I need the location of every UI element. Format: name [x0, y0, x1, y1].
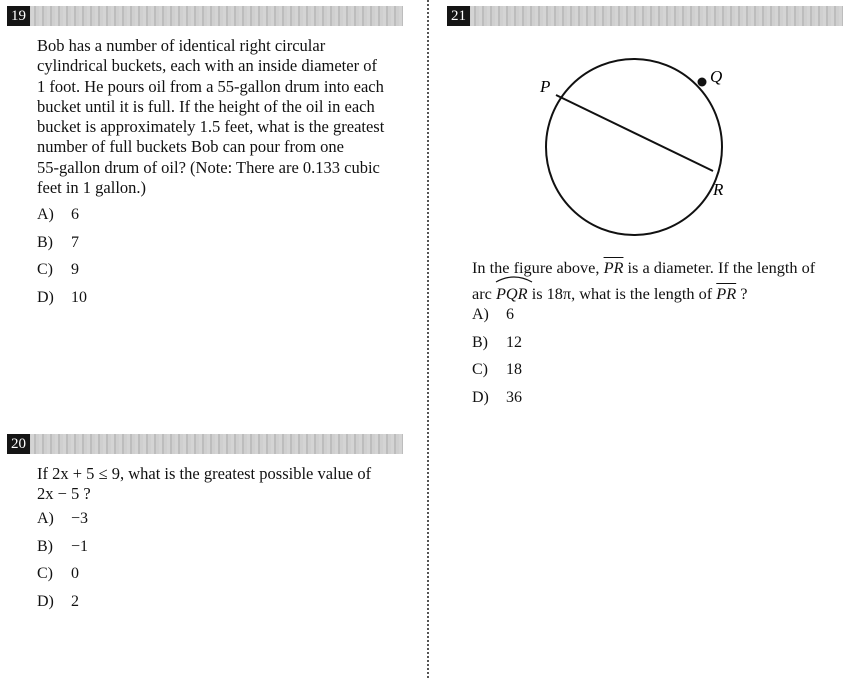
- choice-d[interactable]: [37, 289, 87, 317]
- choice-d[interactable]: [472, 389, 522, 417]
- q20-header-bar: [7, 434, 403, 454]
- segment-pr: $\overline{PR}$: [603, 258, 624, 277]
- choice-value: 6: [71, 206, 79, 223]
- q20-choices: [37, 510, 88, 620]
- circle: [546, 59, 722, 235]
- choice-letter: A): [37, 510, 54, 527]
- choice-value: 12: [506, 333, 522, 351]
- choice-letter: B): [37, 537, 53, 555]
- label-q: Q: [710, 67, 723, 86]
- choice-value: 6: [506, 306, 514, 323]
- point-q: [698, 78, 707, 87]
- choice-value: −3: [71, 510, 89, 527]
- choice-letter: B): [37, 233, 53, 251]
- choice-letter: A): [472, 306, 489, 323]
- arc-pqr: [496, 281, 528, 307]
- choice-value: 18: [506, 361, 522, 378]
- stem-text: In the figure above,: [472, 258, 600, 277]
- choice-letter: D): [37, 592, 54, 610]
- arc-mark-icon: [495, 275, 533, 283]
- q19-line: 1 foot. He pours oil from a 55-gallon drum into each: [37, 76, 384, 96]
- diameter-pr: [556, 95, 713, 171]
- choice-a[interactable]: [37, 206, 87, 234]
- choice-a[interactable]: [472, 306, 522, 334]
- choice-value: −1: [71, 537, 89, 555]
- q21-number: 21: [447, 6, 470, 26]
- choice-value: 0: [71, 565, 79, 582]
- q19-line: bucket until it is full. If the height of the oil in each: [37, 96, 375, 116]
- choice-a[interactable]: [37, 510, 88, 538]
- choice-letter: B): [472, 333, 488, 351]
- q19-line: feet in 1 gallon.): [37, 178, 147, 198]
- choice-value: 36: [506, 388, 522, 406]
- arc-label: PQR: [495, 284, 528, 303]
- q19-line: Bob has a number of identical right circular: [37, 36, 326, 55]
- choice-c[interactable]: [472, 361, 522, 389]
- label-r: R: [713, 180, 724, 199]
- choice-letter: A): [37, 206, 54, 223]
- q19-choices: [37, 206, 87, 316]
- q21-line-2: [472, 281, 815, 307]
- q19-line: cylindrical buckets, each with an inside diameter of: [37, 56, 377, 76]
- q21-choices: [472, 306, 522, 416]
- q21-stem: [472, 255, 815, 307]
- choice-b[interactable]: [472, 334, 522, 362]
- choice-letter: C): [472, 361, 488, 378]
- column-divider: [427, 0, 429, 678]
- q20-line: If 2x + 5 ≤ 9, what is the greatest possible value of: [37, 464, 372, 483]
- choice-letter: D): [37, 288, 54, 306]
- segment-pr: $\overline{PR}$: [716, 284, 737, 303]
- q19-header-bar: [7, 6, 403, 26]
- q19-line: 55-gallon drum of oil? (Note: There are 0.133 cubic: [37, 157, 380, 177]
- choice-letter: C): [37, 565, 53, 582]
- choice-value: 9: [71, 261, 79, 278]
- q19-stem: [37, 36, 384, 198]
- choice-b[interactable]: [37, 538, 88, 566]
- choice-value: 2: [71, 592, 79, 610]
- stem-text: is 18π, what is the length of: [531, 284, 713, 303]
- q19-number: 19: [7, 6, 30, 26]
- choice-value: 10: [71, 288, 87, 306]
- q21-header-bar: [447, 6, 843, 26]
- q20-stem: [37, 464, 371, 505]
- stem-text: is a diameter. If the length of: [627, 258, 816, 277]
- choice-b[interactable]: [37, 234, 87, 262]
- stem-text: arc: [472, 284, 492, 303]
- circle-figure: [520, 40, 740, 240]
- choice-letter: D): [472, 388, 489, 406]
- choice-value: 7: [71, 233, 79, 251]
- q19-line: bucket is approximately 1.5 feet, what is the greatest: [37, 117, 385, 137]
- q20-line: 2x − 5 ?: [37, 484, 91, 504]
- choice-letter: C): [37, 261, 53, 278]
- q20-number: 20: [7, 434, 30, 454]
- q19-line: number of full buckets Bob can pour from one: [37, 137, 345, 157]
- label-p: P: [540, 77, 551, 96]
- stem-text: ?: [740, 284, 748, 303]
- choice-c[interactable]: [37, 261, 87, 289]
- choice-c[interactable]: [37, 565, 88, 593]
- choice-d[interactable]: [37, 593, 88, 621]
